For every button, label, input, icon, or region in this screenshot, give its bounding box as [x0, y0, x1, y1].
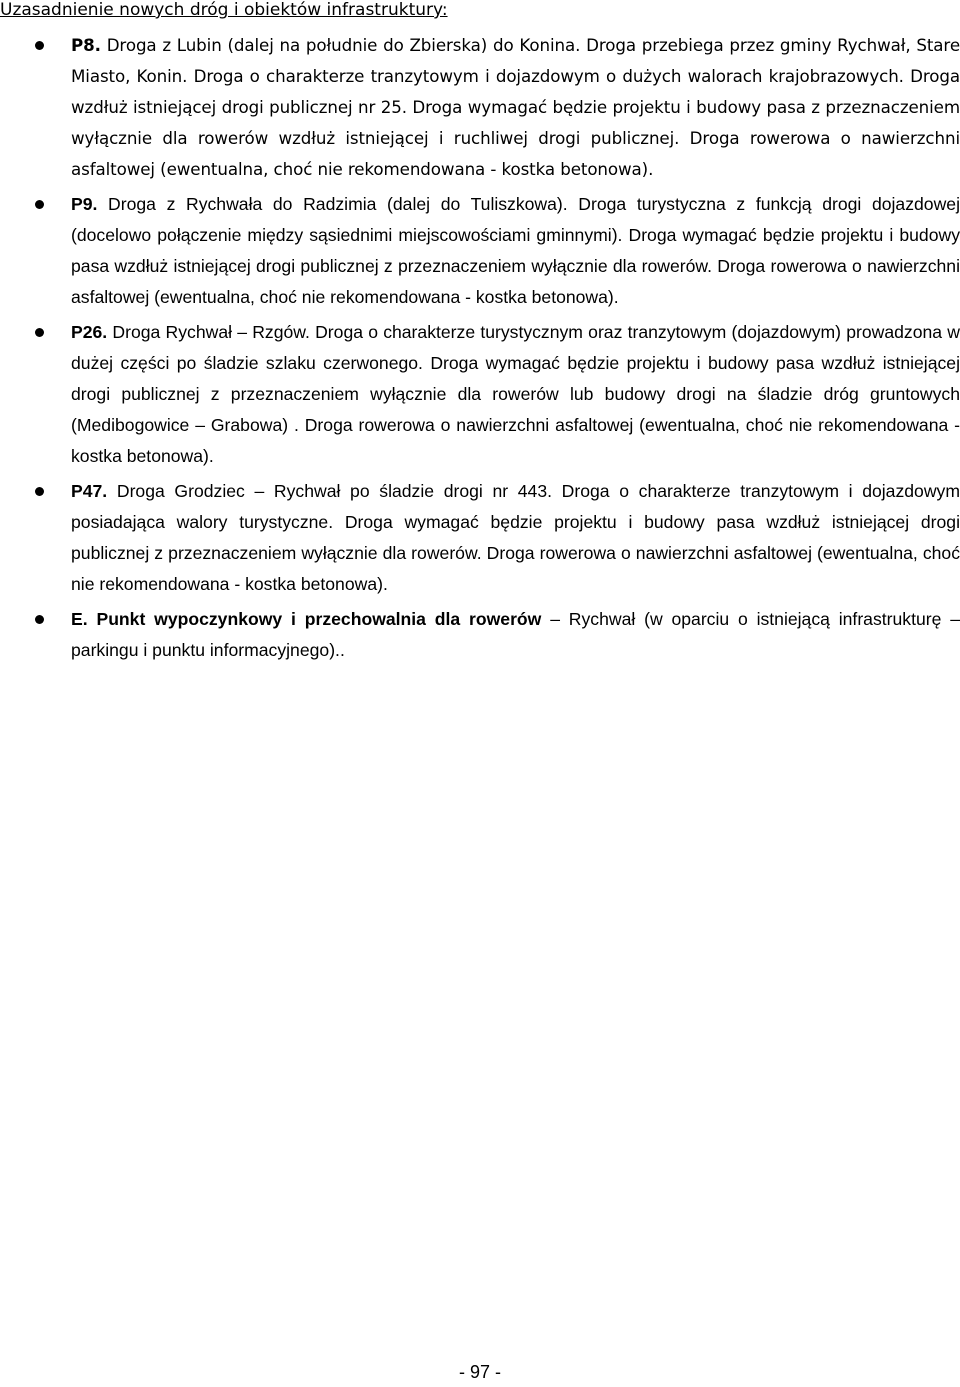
route-description: Droga z Rychwała do Radzimia (dalej do Tuliszkowa). Droga turystyczna z funkcją drogi dojazdowej (docelowo połączenie między sąsiednimi miejscowościami gminnymi). Droga wymagać będzie projektu i budowy pasa wzdłuż istniejącej drogi publicznej z przeznaczeniem wyłącznie dla rowerów. Droga rowerowa o nawierzchni asfaltowej (ewentualna, choć nie rekomendowana - kostka betonowa). — [71, 194, 960, 307]
route-description: Droga z Lubin (dalej na południe do Zbierska) do Konina. Droga przebiega przez gminy Rychwał, Stare Miasto, Konin. Droga o charakterze tranzytowym i dojazdowym o dużych walorach krajobrazowych. Droga wzdłuż istniejącej drogi publicznej nr 25. Droga wymagać będzie projektu i budowy pasa z przeznaczeniem wyłącznie dla rowerów wzdłuż istniejącej i ruchliwej drogi publicznej. Droga rowerowa o nawierzchni asfaltowej (ewentualna, choć nie rekomendowana - kostka betonowa). — [71, 35, 960, 179]
list-item-paragraph — [71, 189, 960, 313]
bullet-icon — [35, 200, 44, 209]
route-code: P47. — [71, 481, 108, 501]
route-description: Droga Grodziec – Rychwał po śladzie drogi nr 443. Droga o charakterze tranzytowym i dojazdowym posiadająca walory turystyczne. Droga wymagać będzie projektu i budowy pasa wzdłuż istniejącej drogi publicznej z przeznaczeniem wyłącznie dla rowerów. Droga rowerowa o nawierzchni asfaltowej (ewentualna, choć nie rekomendowana - kostka betonowa). — [71, 481, 960, 594]
page-number: - 97 - — [458, 1362, 501, 1382]
facility-description: – Rychwał (w oparciu o istniejącą infrastrukturę – parkingu i punktu informacyjnego).. — [71, 609, 960, 660]
list-item-paragraph — [71, 476, 960, 600]
list-item-p8 — [0, 30, 960, 185]
bullet-icon — [35, 615, 44, 624]
bullet-icon — [35, 41, 44, 50]
facility-title: Punkt wypoczynkowy i przechowalnia dla rowerów — [96, 609, 542, 629]
section-heading: Uzasadnienie nowych dróg i obiektów infrastruktury: — [0, 0, 448, 20]
facility-code: E. — [71, 609, 88, 629]
list-item-paragraph — [71, 30, 960, 185]
route-description: Droga Rychwał – Rzgów. Droga o charakterze turystycznym oraz tranzytowym (dojazdowym) prowadzona w dużej części po śladzie szlaku czerwonego. Droga wymagać będzie projektu i budowy pasa wzdłuż istniejącej drogi publicznej z przeznaczeniem wyłącznie dla rowerów lub budowy drogi na śladzie dróg gruntowych (Medibogowice – Grabowa) . Droga rowerowa o nawierzchni asfaltowej (ewentualna, choć nie rekomendowana - kostka betonowa). — [71, 322, 960, 466]
list-item-paragraph — [71, 604, 960, 666]
list-item-p47 — [0, 476, 960, 600]
list-item-p9 — [0, 189, 960, 313]
route-code: P26. — [71, 322, 108, 342]
bullet-icon — [35, 328, 44, 337]
list-item-e — [0, 604, 960, 666]
bullet-icon — [35, 487, 44, 496]
route-code: P8. — [71, 35, 101, 55]
list-item-paragraph — [71, 317, 960, 472]
list-item-p26 — [0, 317, 960, 472]
route-code: P9. — [71, 194, 98, 214]
road-list — [0, 30, 960, 670]
